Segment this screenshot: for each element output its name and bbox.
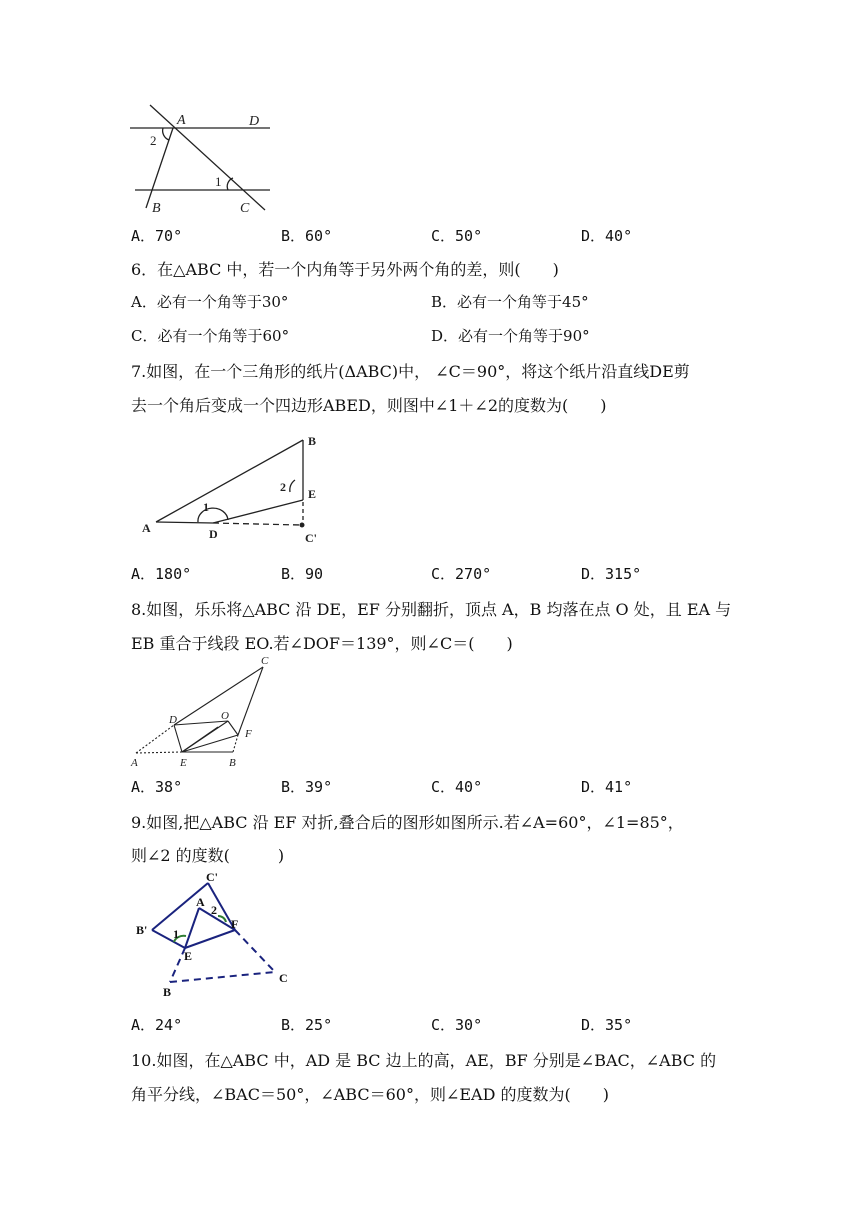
q7-option-b: B．90 bbox=[281, 565, 324, 583]
label-c: C bbox=[279, 971, 288, 985]
dashed-dc bbox=[213, 523, 301, 525]
q6-option-c: C．必有一个角等于60° bbox=[131, 327, 290, 345]
label-b: B bbox=[163, 985, 172, 999]
label-d: D bbox=[169, 714, 177, 726]
segment-inner bbox=[182, 727, 218, 752]
q6-option-d: D．必有一个角等于90° bbox=[431, 327, 590, 345]
q9-stem-line-2: 则∠2 的度数( ) bbox=[131, 846, 285, 865]
q8-option-a: A．38° bbox=[131, 778, 183, 796]
label-c: C bbox=[261, 655, 269, 667]
segment-ed bbox=[213, 500, 303, 523]
label-a: A bbox=[177, 113, 186, 128]
dashed-bc bbox=[170, 972, 275, 982]
label-angle-2: 2 bbox=[150, 133, 157, 148]
label-c-prime: C' bbox=[206, 870, 218, 884]
q7-stem-line-2: 去一个角后变成一个四边形ABED，则图中∠1＋∠2的度数为( ) bbox=[131, 396, 607, 415]
q10-stem-line-1: 10.如图，在△ABC 中，AD 是 BC 边上的高，AE，BF 分别是∠BAC，∠ABC 的 bbox=[131, 1051, 717, 1070]
segment-of bbox=[228, 721, 238, 735]
label-angle-1: 1 bbox=[203, 500, 209, 514]
segment-ef bbox=[185, 930, 235, 948]
q8-option-b: B．39° bbox=[281, 778, 333, 796]
angle-2-arc bbox=[163, 128, 169, 140]
label-d: D bbox=[249, 114, 260, 129]
dashed-bf bbox=[233, 735, 238, 752]
figure-q9 bbox=[130, 870, 300, 1005]
label-e: E bbox=[308, 487, 317, 501]
q6-option-a: A．必有一个角等于30° bbox=[131, 293, 289, 311]
segment-ad bbox=[156, 522, 213, 523]
label-f: F bbox=[245, 728, 252, 740]
q8-stem-line-1: 8.如图，乐乐将△ABC 沿 DE，EF 分别翻折，顶点 A，B 均落在点 O 处，且 EA 与 bbox=[131, 600, 732, 619]
q9-option-c: C．30° bbox=[431, 1016, 483, 1034]
segment-cd bbox=[174, 667, 263, 725]
line-ac bbox=[150, 105, 265, 210]
q5-option-b: B．60° bbox=[281, 227, 333, 245]
label-d: D bbox=[209, 527, 218, 541]
label-o: O bbox=[221, 710, 229, 722]
segment-bp-e bbox=[152, 930, 185, 948]
q7-stem-line-1: 7.如图，在一个三角形的纸片(ΔABC)中， ∠C＝90°，将这个纸片沿直线DE剪 bbox=[131, 362, 690, 381]
q10-stem-line-2: 角平分线，∠BAC＝50°，∠ABC＝60°，则∠EAD 的度数为( ) bbox=[131, 1085, 609, 1104]
label-angle-1: 1 bbox=[215, 174, 222, 189]
label-f: F bbox=[231, 917, 239, 931]
q6-stem: 6．在△ABC 中，若一个内角等于另外两个角的差，则( ) bbox=[131, 260, 559, 279]
q8-stem-line-2: EB 重合于线段 EO.若∠DOF＝139°，则∠C＝( ) bbox=[131, 634, 513, 653]
point-c bbox=[300, 523, 305, 528]
q9-option-d: D．35° bbox=[581, 1016, 633, 1034]
label-b-prime: B' bbox=[136, 923, 148, 937]
label-c: C bbox=[240, 201, 250, 215]
segment-cf bbox=[238, 667, 263, 735]
q5-option-c: C．50° bbox=[431, 227, 483, 245]
q8-option-d: D．41° bbox=[581, 778, 633, 796]
q8-option-c: C．40° bbox=[431, 778, 483, 796]
label-e: E bbox=[184, 949, 193, 963]
q9-option-a: A．24° bbox=[131, 1016, 183, 1034]
label-a: A bbox=[196, 895, 205, 909]
figure-q5 bbox=[125, 100, 275, 215]
label-b: B bbox=[308, 434, 317, 448]
label-angle-2: 2 bbox=[280, 480, 286, 494]
label-b: B bbox=[152, 201, 161, 215]
label-b: B bbox=[229, 757, 236, 769]
q9-option-b: B．25° bbox=[281, 1016, 333, 1034]
angle-2-arc bbox=[290, 480, 295, 492]
q5-option-d: D．40° bbox=[581, 227, 633, 245]
q9-stem-line-1: 9.如图,把△ABC 沿 EF 对折,叠合后的图形如图所示.若∠A=60°，∠1=85°， bbox=[131, 813, 684, 832]
dashed-eb bbox=[170, 948, 185, 982]
label-angle-2: 2 bbox=[211, 903, 217, 917]
label-angle-1: 1 bbox=[173, 927, 179, 941]
dashed-ad bbox=[136, 725, 174, 753]
dashed-ae bbox=[136, 752, 182, 753]
dashed-fc bbox=[235, 930, 275, 972]
q6-option-b: B．必有一个角等于45° bbox=[431, 293, 589, 311]
label-a: A bbox=[142, 521, 151, 535]
label-e: E bbox=[180, 757, 187, 769]
segment-de bbox=[174, 725, 182, 752]
q5-option-a: A．70° bbox=[131, 227, 183, 245]
segment-ae bbox=[185, 908, 199, 948]
q7-option-a: A．180° bbox=[131, 565, 192, 583]
q7-option-d: D．315° bbox=[581, 565, 642, 583]
figure-q8 bbox=[128, 655, 288, 770]
q7-option-c: C．270° bbox=[431, 565, 492, 583]
figure-q7 bbox=[138, 430, 328, 545]
segment-do bbox=[174, 721, 228, 725]
label-c: C' bbox=[305, 531, 317, 545]
label-a: A bbox=[131, 757, 138, 769]
segment-ef bbox=[182, 735, 238, 752]
